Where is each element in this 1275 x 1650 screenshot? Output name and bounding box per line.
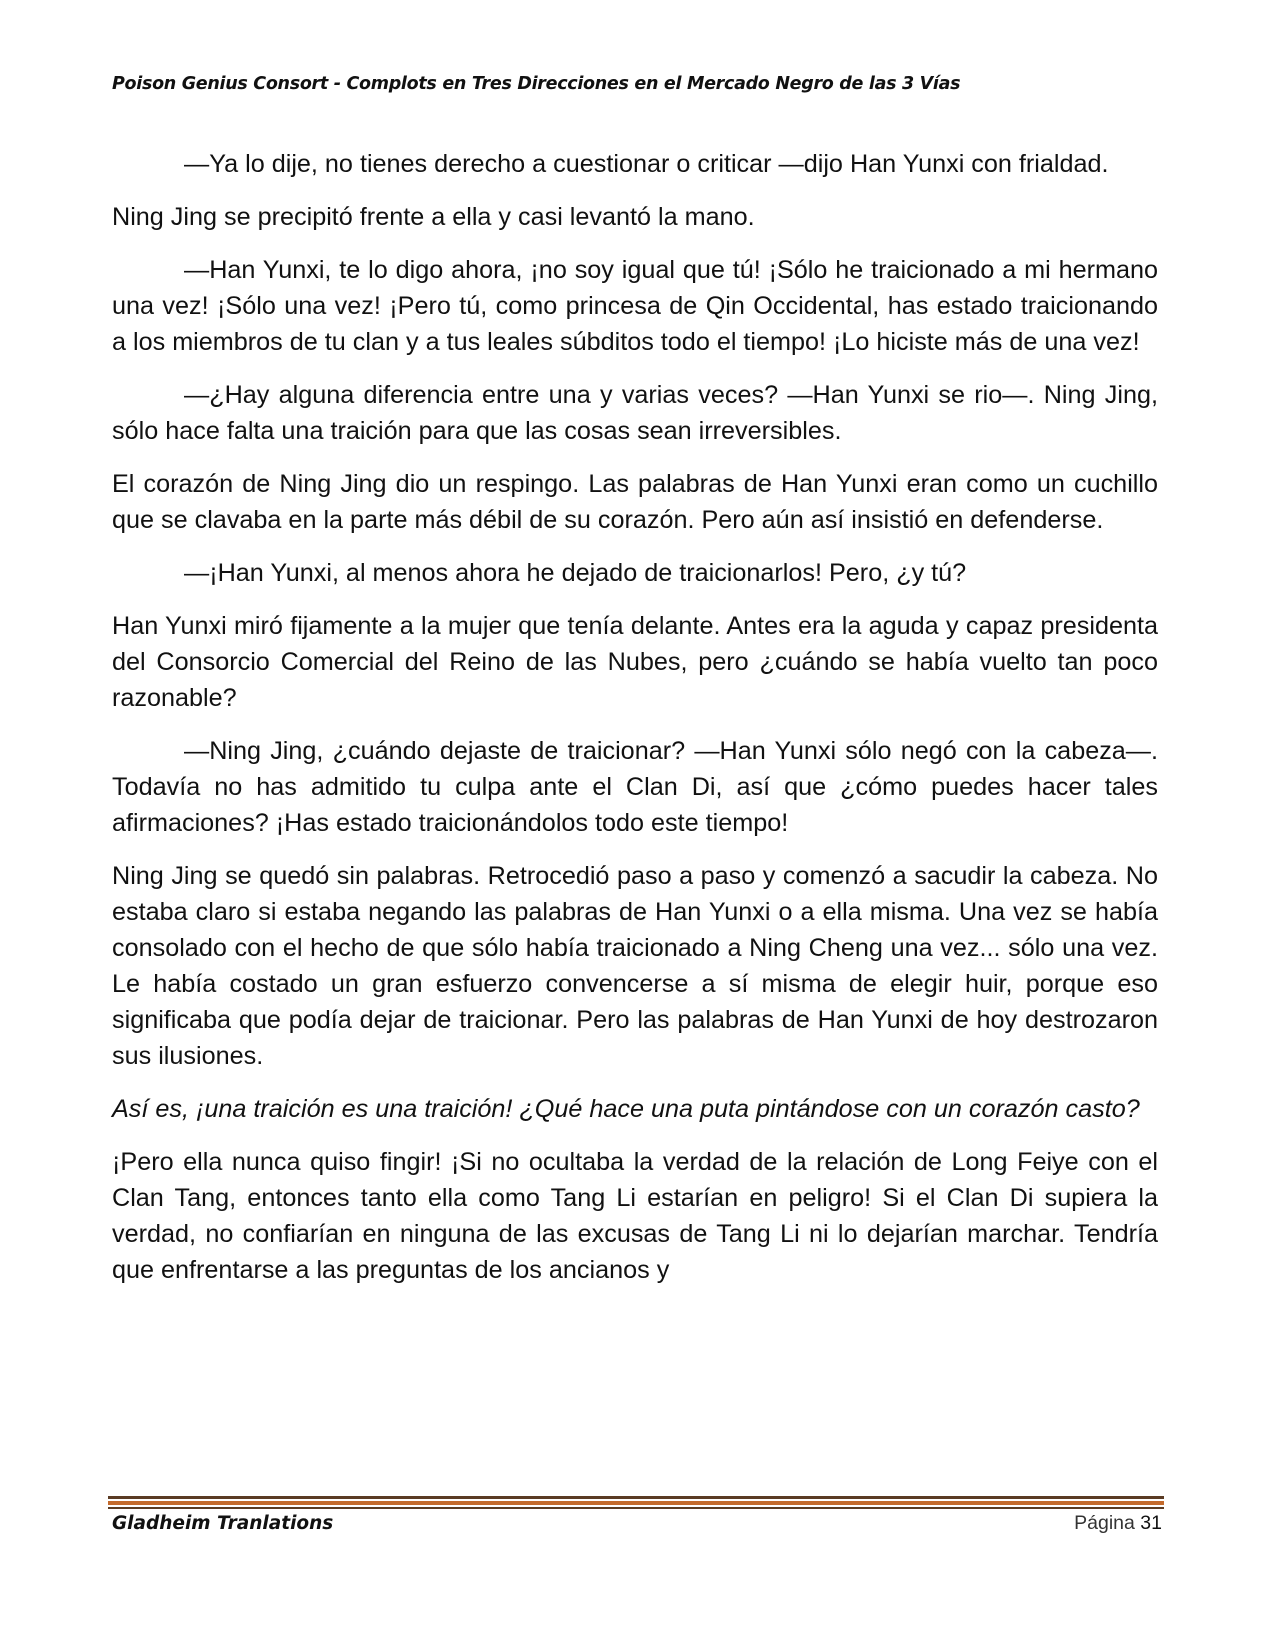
footer-rule-accent: [108, 1501, 1164, 1505]
paragraph-6: —¡Han Yunxi, al menos ahora he dejado de traicionarlos! Pero, ¿y tú?: [184, 559, 967, 587]
footer-credit: Gladheim Tranlations: [112, 1513, 334, 1534]
paragraph-3: —Han Yunxi, te lo digo ahora, ¡no soy igual que tú! ¡Sólo he traicionado a mi hermano una vez! ¡Sólo una vez! ¡Pero tú, como princesa de Qin Occidental, has estado traicionando a los miembros de tu clan y a tus leales súbditos todo el tiempo! ¡Lo hiciste más de una vez!: [112, 256, 1158, 356]
paragraph-10-italic: Así es, ¡una traición es una traición! ¿Qué hace una puta pintándose con un corazón casto?: [112, 1095, 1140, 1123]
footer-rule-bottom: [108, 1507, 1164, 1509]
paragraph-7: Han Yunxi miró fijamente a la mujer que tenía delante. Antes era la aguda y capaz presidenta del Consorcio Comercial del Reino de las Nubes, pero ¿cuándo se había vuelto tan poco razonable?: [112, 612, 1158, 712]
page-number: [1064, 1512, 1162, 1535]
paragraph-9: Ning Jing se quedó sin palabras. Retrocedió paso a paso y comenzó a sacudir la cabeza. No estaba claro si estaba negando las palabras de Han Yunxi o a ella misma. Una vez se había consolado con el hecho de que sólo había traicionado a Ning Cheng una vez... sólo una vez. Le había costado un gran esfuerzo convencerse a sí misma de elegir huir, porque eso significaba que podía dejar de traicionar. Pero las palabras de Han Yunxi de hoy destrozaron sus ilusiones.: [112, 862, 1158, 1070]
paragraph-8: —Ning Jing, ¿cuándo dejaste de traicionar? —Han Yunxi sólo negó con la cabeza—. Todavía no has admitido tu culpa ante el Clan Di, así que ¿cómo puedes hacer tales afirmaciones? ¡Has estado traicionándolos todo este tiempo!: [112, 737, 1158, 837]
running-header: Poison Genius Consort - Complots en Tres Direcciones en el Mercado Negro de las 3 Vías: [112, 74, 961, 94]
paragraph-11: ¡Pero ella nunca quiso fingir! ¡Si no ocultaba la verdad de la relación de Long Feiye con el Clan Tang, entonces tanto ella como Tang Li estarían en peligro! Si el Clan Di supiera la verdad, no confiarían en ninguna de las excusas de Tang Li ni lo dejarían marchar. Tendría que enfrentarse a las preguntas de los ancianos y: [112, 1148, 1158, 1284]
paragraph-4: —¿Hay alguna diferencia entre una y varias veces? —Han Yunxi se rio—. Ning Jing, sólo hace falta una traición para que las cosas sean irreversibles.: [112, 381, 1158, 445]
paragraph-5: El corazón de Ning Jing dio un respingo. Las palabras de Han Yunxi eran como un cuchillo que se clavaba en la parte más débil de su corazón. Pero aún así insistió en defenderse.: [112, 470, 1158, 534]
footer-rule-top: [108, 1496, 1164, 1499]
paragraph-2: Ning Jing se precipitó frente a ella y casi levantó la mano.: [112, 203, 755, 231]
page-label: Página: [1074, 1512, 1135, 1534]
body-text: [112, 146, 1158, 1305]
paragraph-1: —Ya lo dije, no tienes derecho a cuestionar o criticar —dijo Han Yunxi con frialdad.: [184, 150, 1109, 178]
page-number-value: 31: [1140, 1512, 1162, 1534]
